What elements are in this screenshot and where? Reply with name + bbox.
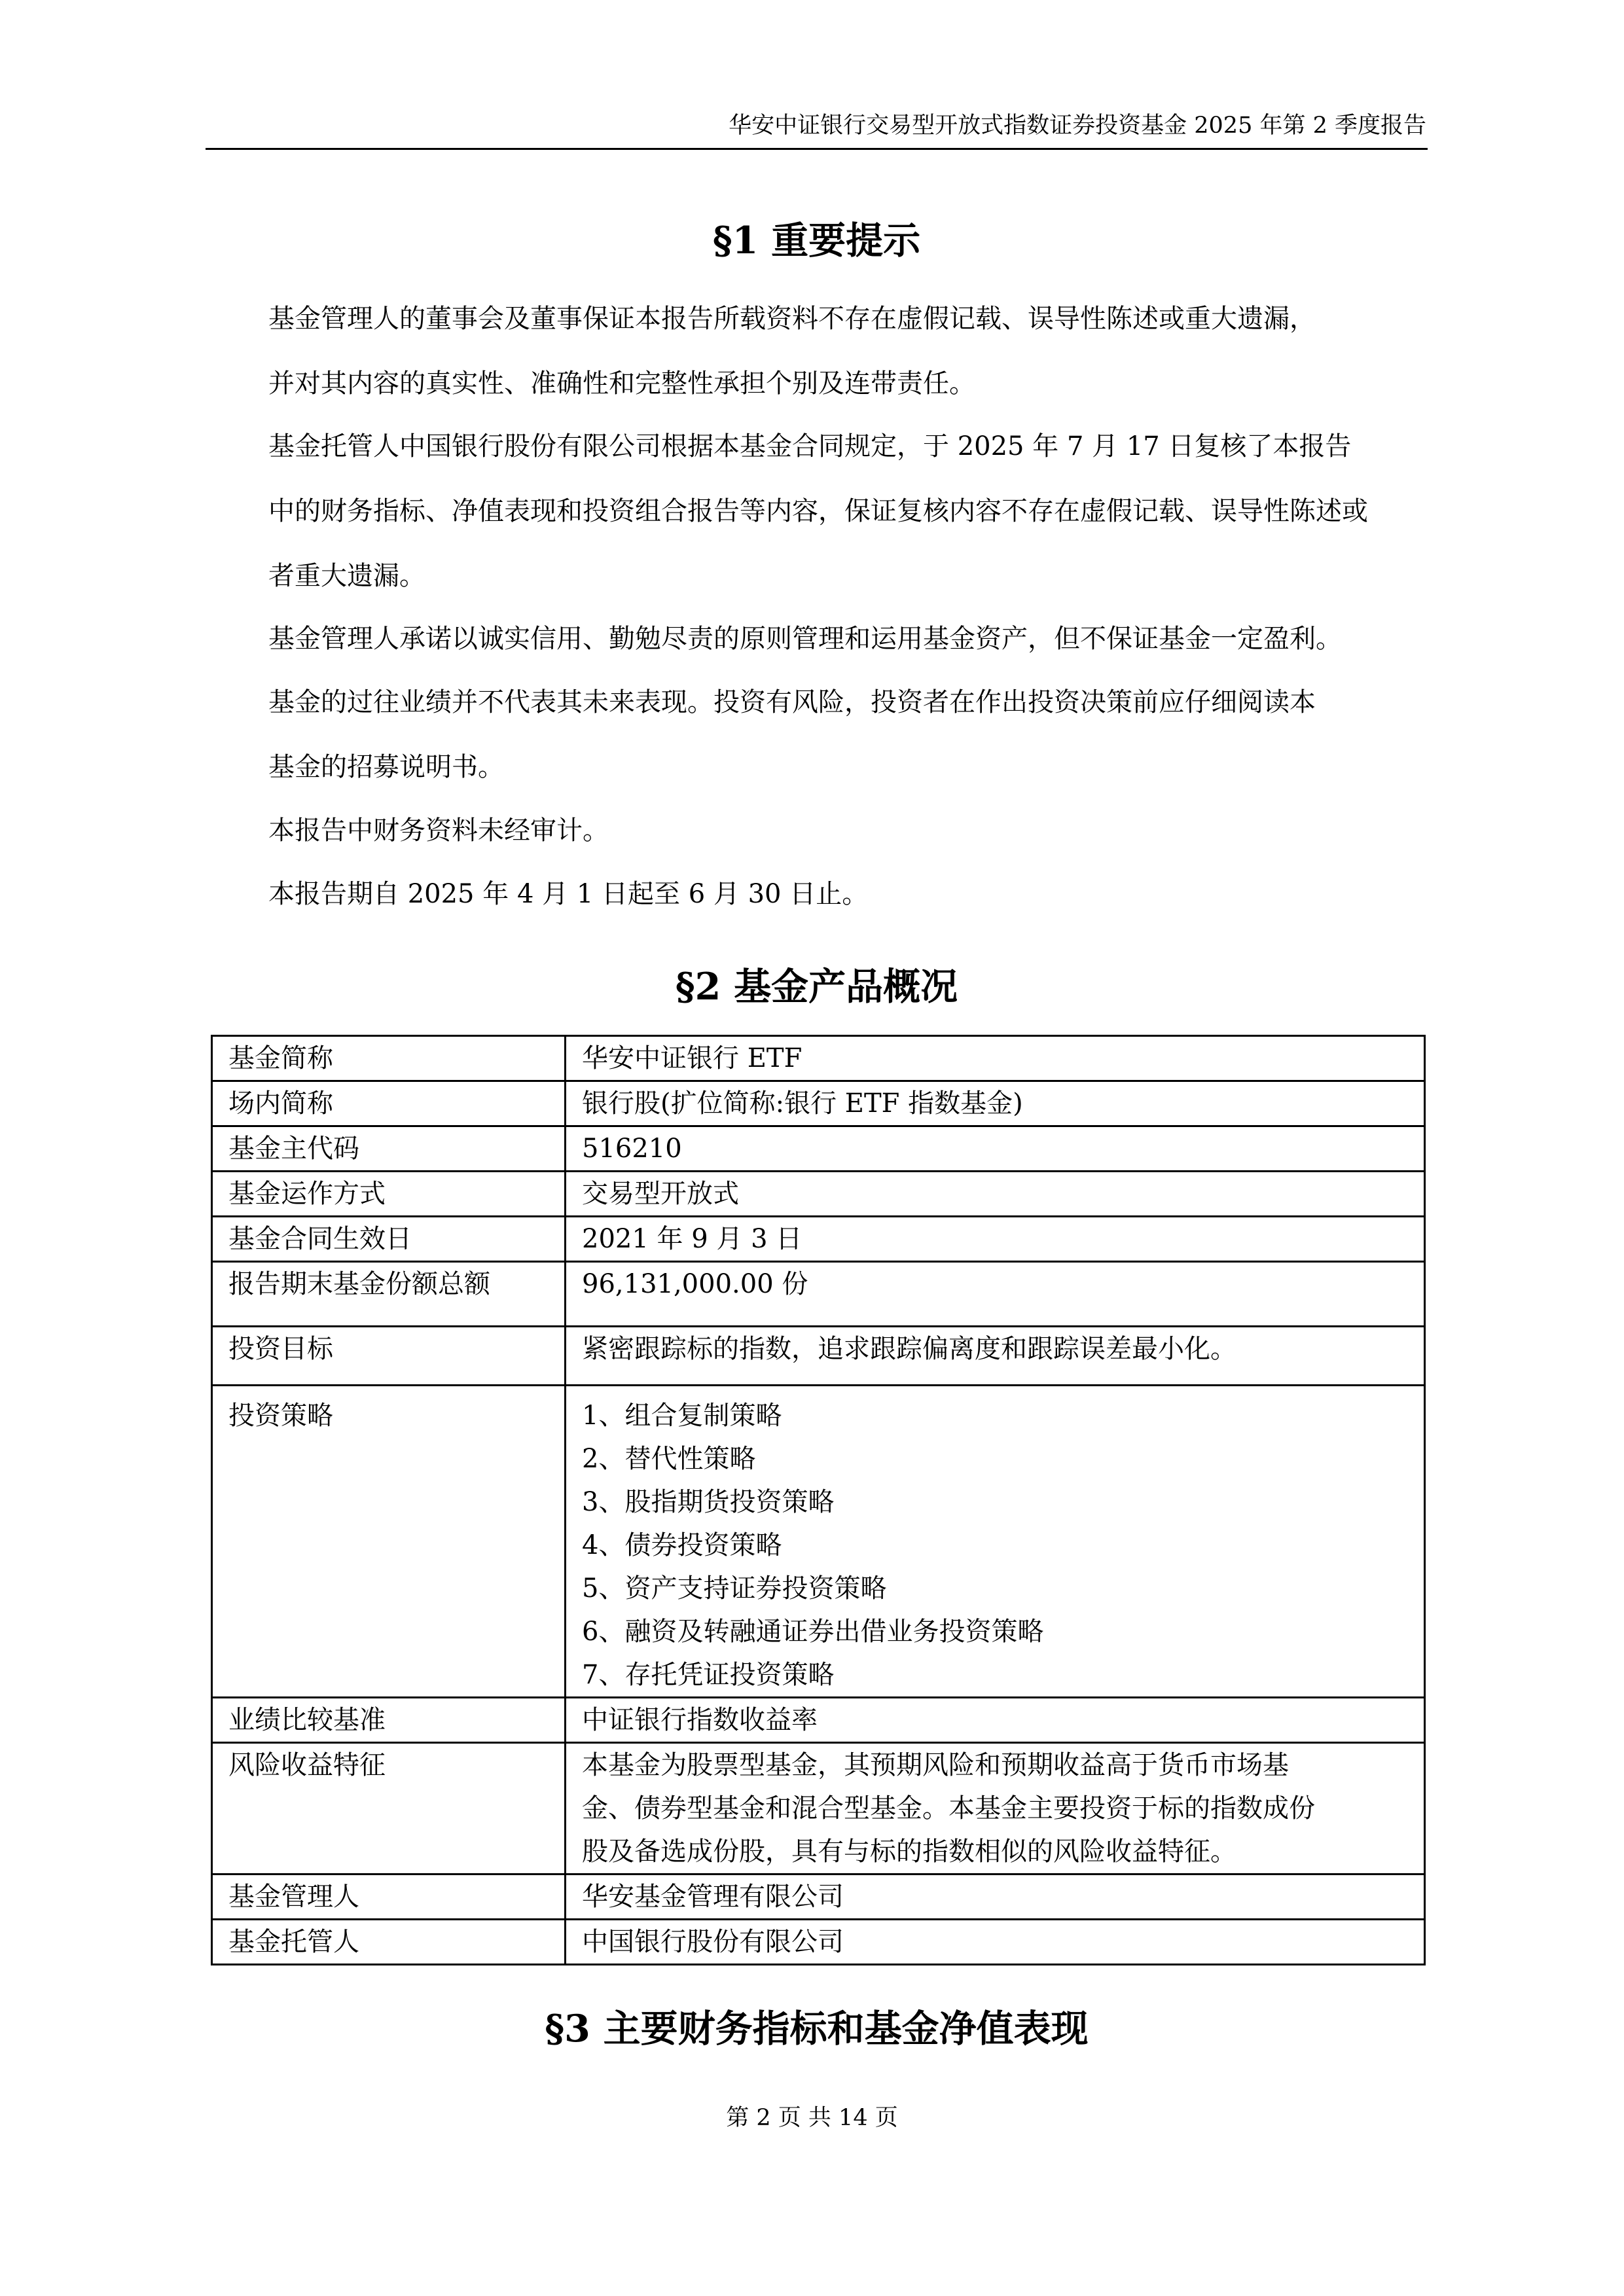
- table-row: [212, 1327, 1425, 1386]
- row-value: 96,131,000.00 份: [566, 1262, 1425, 1327]
- row-label: 基金运作方式: [212, 1172, 566, 1217]
- strategy-item: 6、融资及转融通证券出借业务投资策略: [582, 1617, 1044, 1647]
- paragraph-line: 本报告期自 2025 年 4 月 1 日起至 6 月 30 日止。: [268, 879, 869, 909]
- paragraph-line: 并对其内容的真实性、准确性和完整性承担个别及连带责任。: [268, 368, 975, 399]
- row-value: 紧密跟踪标的指数，追求跟踪偏离度和跟踪误差最小化。: [566, 1327, 1425, 1386]
- row-value: 中国银行股份有限公司: [566, 1920, 1425, 1965]
- section2-title: §2 基金产品概况: [675, 965, 958, 1009]
- row-label: 场内简称: [212, 1081, 566, 1126]
- paragraph-line: 中的财务指标、净值表现和投资组合报告等内容，保证复核内容不存在虚假记载、误导性陈述或: [268, 496, 1368, 526]
- row-label: 报告期末基金份额总额: [212, 1262, 566, 1327]
- section1-title: §1 重要提示: [712, 219, 921, 262]
- table-row: [212, 1698, 1425, 1743]
- table-row: [212, 1920, 1425, 1965]
- paragraph-line: 基金管理人承诺以诚实信用、勤勉尽责的原则管理和运用基金资产，但不保证基金一定盈利。: [268, 624, 1342, 654]
- fund-overview-table: [211, 1035, 1426, 1965]
- row-value: [566, 1386, 1425, 1698]
- row-value: 华安基金管理有限公司: [566, 1874, 1425, 1920]
- header-rule: [206, 148, 1428, 150]
- strategy-item: 3、股指期货投资策略: [582, 1487, 835, 1517]
- table-row: [212, 1172, 1425, 1217]
- row-value: 银行股(扩位简称:银行 ETF 指数基金): [566, 1081, 1425, 1126]
- section1-paragraph-3: [212, 607, 1428, 672]
- row-value: 中证银行指数收益率: [566, 1698, 1425, 1743]
- row-label: 风险收益特征: [212, 1743, 566, 1874]
- row-label: 业绩比较基准: [212, 1698, 566, 1743]
- page-header-title: 华安中证银行交易型开放式指数证券投资基金 2025 年第 2 季度报告: [729, 113, 1426, 139]
- section1-paragraph-4: [212, 670, 1428, 800]
- paragraph-line: 基金管理人的董事会及董事保证本报告所载资料不存在虚假记载、误导性陈述或重大遗漏，: [268, 304, 1316, 334]
- row-label: 基金主代码: [212, 1126, 566, 1172]
- strategy-item: 5、资产支持证券投资策略: [582, 1573, 887, 1604]
- risk-line: 金、债券型基金和混合型基金。本基金主要投资于标的指数成份: [582, 1793, 1315, 1823]
- section1-paragraph-6: [212, 862, 1428, 927]
- row-label: 投资策略: [212, 1386, 566, 1698]
- risk-line: 本基金为股票型基金，其预期风险和预期收益高于货币市场基: [582, 1750, 1289, 1780]
- paragraph-line: 基金的过往业绩并不代表其未来表现。投资有风险，投资者在作出投资决策前应仔细阅读本: [268, 687, 1316, 717]
- risk-line: 股及备选成份股，具有与标的指数相似的风险收益特征。: [582, 1837, 1236, 1867]
- paragraph-line: 者重大遗漏。: [268, 561, 425, 591]
- paragraph-line: 本报告中财务资料未经审计。: [268, 816, 609, 846]
- row-value: [566, 1743, 1425, 1874]
- section1-paragraph-5: [212, 798, 1428, 863]
- section1-paragraph-2: [212, 414, 1428, 609]
- row-label: 投资目标: [212, 1327, 566, 1386]
- section3-title: §3 主要财务指标和基金净值表现: [545, 2007, 1089, 2051]
- section1-paragraph-1: [212, 287, 1428, 416]
- row-label: 基金合同生效日: [212, 1217, 566, 1262]
- paragraph-line: 基金托管人中国银行股份有限公司根据本基金合同规定，于 2025 年 7 月 17 日复核了本报告: [268, 431, 1352, 461]
- paragraph-line: 基金的招募说明书。: [268, 752, 504, 782]
- row-value: 2021 年 9 月 3 日: [566, 1217, 1425, 1262]
- table-row: [212, 1217, 1425, 1262]
- table-row: [212, 1262, 1425, 1327]
- row-label: 基金简称: [212, 1036, 566, 1081]
- row-value: 华安中证银行 ETF: [566, 1036, 1425, 1081]
- row-label: 基金管理人: [212, 1874, 566, 1920]
- table-row: [212, 1126, 1425, 1172]
- table-row: [212, 1386, 1425, 1698]
- table-row: [212, 1874, 1425, 1920]
- row-value: 交易型开放式: [566, 1172, 1425, 1217]
- strategy-item: 2、替代性策略: [582, 1444, 756, 1474]
- table-row: [212, 1743, 1425, 1874]
- strategy-item: 1、组合复制策略: [582, 1401, 782, 1431]
- table-row: [212, 1036, 1425, 1081]
- strategy-item: 7、存托凭证投资策略: [582, 1660, 835, 1690]
- row-label: 基金托管人: [212, 1920, 566, 1965]
- table-row: [212, 1081, 1425, 1126]
- row-value: 516210: [566, 1126, 1425, 1172]
- strategy-item: 4、债券投资策略: [582, 1530, 782, 1560]
- page-footer-number: 第 2 页 共 14 页: [726, 2105, 898, 2131]
